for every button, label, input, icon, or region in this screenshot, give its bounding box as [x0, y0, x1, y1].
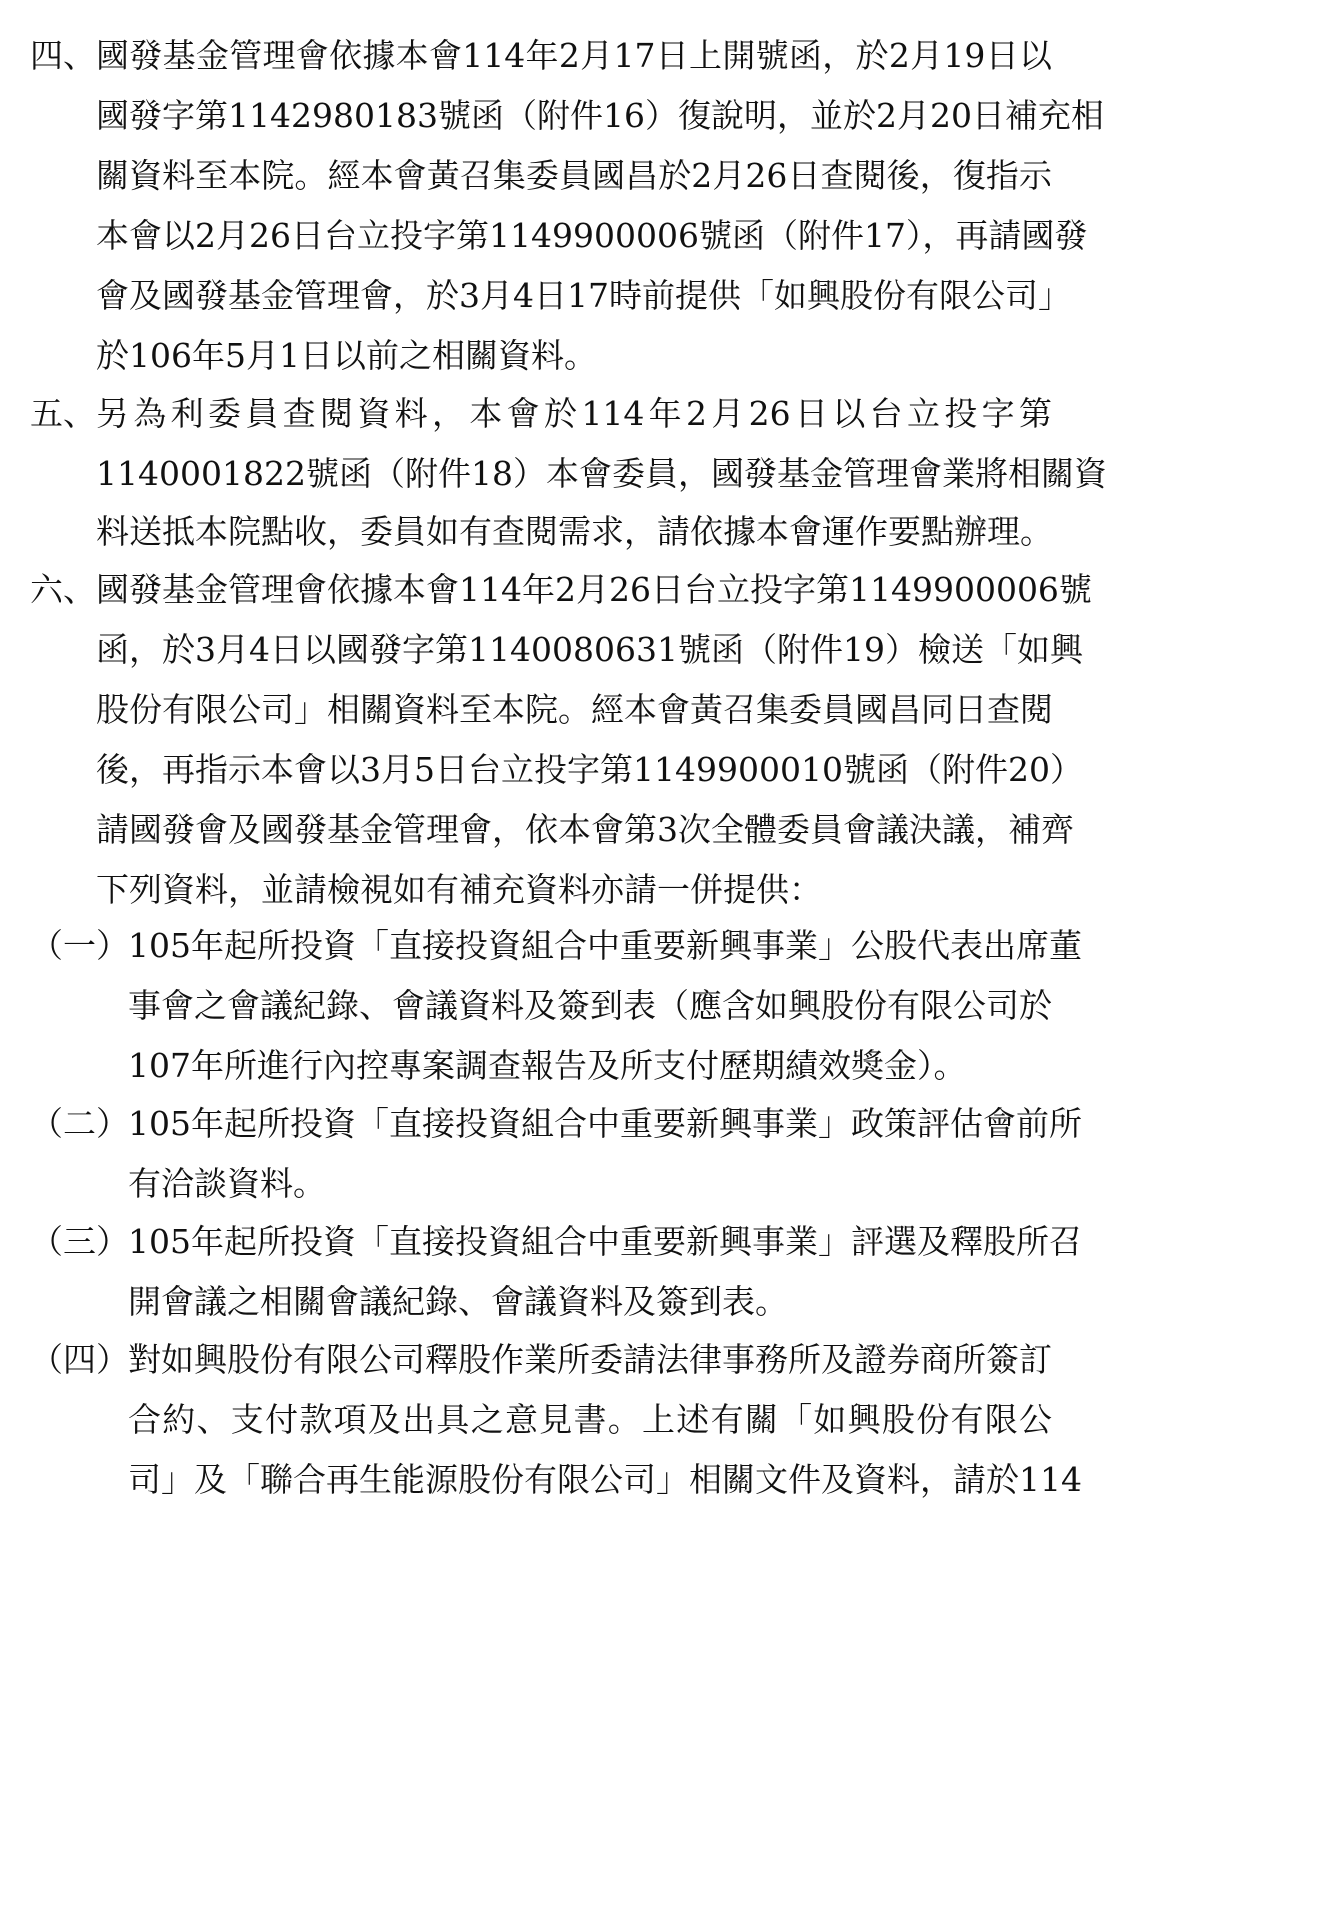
paragraph-line: 105年起所投資「直接投資組合中重要新興事業」評選及釋股所召	[128, 1222, 1082, 1261]
paragraph-line: 於106年5月1日以前之相關資料。	[96, 336, 597, 375]
paragraph-line: 下列資料，並請檢視如有補充資料亦請一併提供：	[96, 870, 822, 909]
paragraph-line: 司」及「聯合再生能源股份有限公司」相關文件及資料，請於114	[128, 1460, 1082, 1499]
paragraph-line: 對如興股份有限公司釋股作業所委請法律事務所及證券商所簽訂	[128, 1340, 1052, 1379]
paragraph-line: 本會以2月26日台立投字第1149900006號函（附件17），再請國發	[96, 216, 1088, 255]
paragraph-line: 請國發會及國發基金管理會，依本會第3次全體委員會議決議，補齊	[96, 810, 1074, 849]
section-marker: 六、	[30, 570, 96, 609]
section-marker: 五、	[30, 394, 96, 433]
paragraph-line: 開會議之相關會議紀錄、會議資料及簽到表。	[128, 1282, 788, 1321]
paragraph-line: 股份有限公司」相關資料至本院。經本會黃召集委員國昌同日查閱	[96, 690, 1053, 729]
paragraph-line: 國發字第1142980183號函（附件16）復說明，並於2月20日補充相	[96, 96, 1104, 135]
paragraph-line: 國發基金管理會依據本會114年2月26日台立投字第1149900006號	[96, 570, 1092, 609]
paragraph-line: 會及國發基金管理會，於3月4日17時前提供「如興股份有限公司」	[96, 276, 1071, 315]
section-marker: （一）	[30, 926, 129, 965]
paragraph-line: 有洽談資料。	[128, 1164, 326, 1203]
section-marker: 四、	[30, 36, 96, 75]
paragraph-line: 107年所進行內控專案調查報告及所支付歷期績效獎金）。	[128, 1046, 967, 1085]
paragraph-line: 1140001822號函（附件18）本會委員，國發基金管理會業將相關資	[96, 454, 1107, 493]
section-marker: （四）	[30, 1340, 129, 1379]
paragraph-line: 後，再指示本會以3月5日台立投字第1149900010號函（附件20）	[96, 750, 1083, 789]
section-marker: （三）	[30, 1222, 129, 1261]
paragraph-line: 另為利委員查閱資料，本會於114年2月26日以台立投字第	[96, 394, 1052, 433]
paragraph-line: 函，於3月4日以國發字第1140080631號函（附件19）檢送「如興	[96, 630, 1083, 669]
paragraph-line: 國發基金管理會依據本會114年2月17日上開號函，於2月19日以	[96, 36, 1052, 75]
paragraph-line: 料送抵本院點收，委員如有查閱需求，請依據本會運作要點辦理。	[96, 512, 1053, 551]
paragraph-line: 合約、支付款項及出具之意見書。上述有關「如興股份有限公	[128, 1400, 1052, 1439]
section-marker: （二）	[30, 1104, 129, 1143]
paragraph-line: 事會之會議紀錄、會議資料及簽到表（應含如興股份有限公司於	[128, 986, 1052, 1025]
paragraph-line: 關資料至本院。經本會黃召集委員國昌於2月26日查閱後，復指示	[96, 156, 1052, 195]
paragraph-line: 105年起所投資「直接投資組合中重要新興事業」公股代表出席董	[128, 926, 1082, 965]
paragraph-line: 105年起所投資「直接投資組合中重要新興事業」政策評估會前所	[128, 1104, 1082, 1143]
